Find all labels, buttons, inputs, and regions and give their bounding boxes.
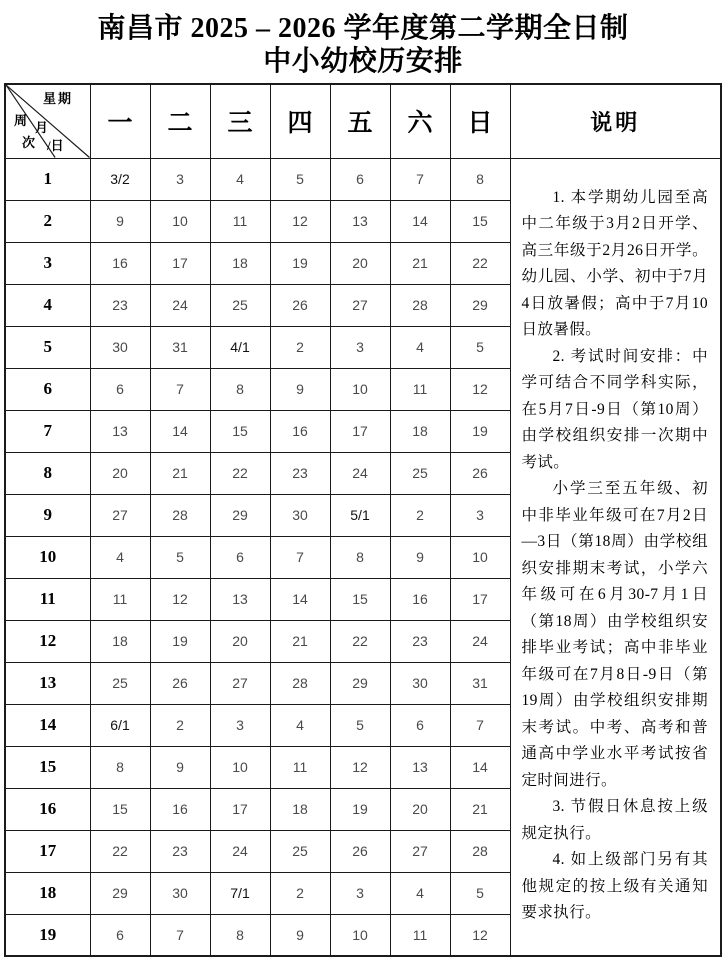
date-cell: 23 — [150, 830, 210, 872]
corner-header-cell — [5, 84, 90, 158]
date-cell: 8 — [450, 158, 510, 200]
date-cell: 28 — [150, 494, 210, 536]
date-cell: 14 — [450, 746, 510, 788]
week-number-cell: 6 — [5, 368, 90, 410]
corner-month-label: 月 — [35, 120, 49, 135]
date-cell: 20 — [210, 620, 270, 662]
weekday-header-tue: 二 — [150, 84, 210, 158]
date-cell: 6 — [390, 704, 450, 746]
date-cell: 3 — [150, 158, 210, 200]
week-number-cell: 2 — [5, 200, 90, 242]
date-cell: 10 — [330, 914, 390, 956]
table-row — [5, 158, 721, 200]
date-cell: 30 — [150, 872, 210, 914]
date-cell: 23 — [390, 620, 450, 662]
date-cell: 8 — [210, 368, 270, 410]
date-cell: 20 — [330, 242, 390, 284]
date-cell: 22 — [330, 620, 390, 662]
date-cell: 17 — [210, 788, 270, 830]
date-cell: 6 — [330, 158, 390, 200]
date-cell: 21 — [390, 242, 450, 284]
week-number-cell: 9 — [5, 494, 90, 536]
week-number-cell: 18 — [5, 872, 90, 914]
week-number-cell: 1 — [5, 158, 90, 200]
corner-week-label-top: 周 — [14, 113, 28, 128]
date-cell: 17 — [150, 242, 210, 284]
week-number-cell: 10 — [5, 536, 90, 578]
date-cell: 10 — [150, 200, 210, 242]
month-start-date-cell: 5/1 — [330, 494, 390, 536]
page-title-line1: 南昌市 2025 – 2026 学年度第二学期全日制 — [97, 13, 629, 44]
date-cell: 30 — [270, 494, 330, 536]
date-cell: 10 — [210, 746, 270, 788]
notes-header: 说明 — [510, 84, 721, 158]
week-number-cell: 13 — [5, 662, 90, 704]
date-cell: 5 — [150, 536, 210, 578]
date-cell: 7 — [270, 536, 330, 578]
week-number-cell: 16 — [5, 788, 90, 830]
date-cell: 24 — [210, 830, 270, 872]
date-cell: 13 — [330, 200, 390, 242]
date-cell: 3 — [210, 704, 270, 746]
date-cell: 4 — [90, 536, 150, 578]
calendar-table — [4, 83, 722, 957]
weekday-header-sat: 六 — [390, 84, 450, 158]
date-cell: 26 — [330, 830, 390, 872]
date-cell: 17 — [330, 410, 390, 452]
date-cell: 10 — [450, 536, 510, 578]
date-cell: 7 — [150, 914, 210, 956]
date-cell: 25 — [270, 830, 330, 872]
weekday-header-mon: 一 — [90, 84, 150, 158]
date-cell: 9 — [150, 746, 210, 788]
date-cell: 17 — [450, 578, 510, 620]
date-cell: 21 — [270, 620, 330, 662]
date-cell: 16 — [390, 578, 450, 620]
week-number-cell: 5 — [5, 326, 90, 368]
date-cell: 15 — [210, 410, 270, 452]
date-cell: 28 — [390, 284, 450, 326]
date-cell: 23 — [270, 452, 330, 494]
date-cell: 19 — [150, 620, 210, 662]
corner-day-label: /日 — [47, 138, 64, 153]
date-cell: 2 — [390, 494, 450, 536]
date-cell: 12 — [330, 746, 390, 788]
week-number-cell: 4 — [5, 284, 90, 326]
date-cell: 26 — [450, 452, 510, 494]
header-row — [5, 84, 721, 158]
date-cell: 16 — [90, 242, 150, 284]
date-cell: 24 — [150, 284, 210, 326]
date-cell: 19 — [330, 788, 390, 830]
date-cell: 7 — [450, 704, 510, 746]
date-cell: 31 — [450, 662, 510, 704]
notes-paragraph: 小学三至五年级、初中非毕业年级可在7月2日—3日（第18周）由学校组织安排期末考试，小学六年级可在6月30-7月1日（第18周）由学校组织安排毕业考试；高中非毕业年级可在7月8日-9日（第19周）由学校组织安排期末考试。中考、高考和普通高中学业水平考试按省定时间进行。 — [521, 480, 708, 789]
date-cell: 12 — [150, 578, 210, 620]
date-cell: 6 — [210, 536, 270, 578]
date-cell: 14 — [390, 200, 450, 242]
weekday-header-fri: 五 — [330, 84, 390, 158]
date-cell: 12 — [270, 200, 330, 242]
date-cell: 3 — [450, 494, 510, 536]
corner-weekday-label: 星期 — [43, 91, 74, 106]
notes-paragraph: 4. 如上级部门另有其他规定的按上级有关通知要求执行。 — [521, 851, 708, 921]
date-cell: 25 — [390, 452, 450, 494]
date-cell: 31 — [150, 326, 210, 368]
date-cell: 15 — [330, 578, 390, 620]
date-cell: 13 — [90, 410, 150, 452]
date-cell: 3 — [330, 872, 390, 914]
date-cell: 4 — [390, 872, 450, 914]
date-cell: 11 — [90, 578, 150, 620]
date-cell: 14 — [270, 578, 330, 620]
date-cell: 8 — [90, 746, 150, 788]
date-cell: 29 — [330, 662, 390, 704]
date-cell: 8 — [330, 536, 390, 578]
date-cell: 24 — [330, 452, 390, 494]
date-cell: 18 — [270, 788, 330, 830]
date-cell: 20 — [90, 452, 150, 494]
date-cell: 18 — [210, 242, 270, 284]
date-cell: 27 — [210, 662, 270, 704]
date-cell: 29 — [450, 284, 510, 326]
date-cell: 4 — [390, 326, 450, 368]
date-cell: 15 — [450, 200, 510, 242]
page-title — [0, 12, 726, 78]
date-cell: 15 — [90, 788, 150, 830]
date-cell: 18 — [90, 620, 150, 662]
date-cell: 29 — [90, 872, 150, 914]
week-number-cell: 3 — [5, 242, 90, 284]
date-cell: 11 — [270, 746, 330, 788]
page-title-line2: 中小幼校历安排 — [263, 46, 463, 77]
date-cell: 26 — [270, 284, 330, 326]
notes-paragraph: 2. 考试时间安排：中学可结合不同学科实际，在5月7日-9日（第10周）由学校组织安排一次期中考试。 — [521, 347, 708, 471]
date-cell: 2 — [270, 872, 330, 914]
date-cell: 22 — [450, 242, 510, 284]
date-cell: 11 — [390, 914, 450, 956]
week-number-cell: 7 — [5, 410, 90, 452]
month-start-date-cell: 7/1 — [210, 872, 270, 914]
date-cell: 23 — [90, 284, 150, 326]
date-cell: 14 — [150, 410, 210, 452]
date-cell: 27 — [90, 494, 150, 536]
date-cell: 7 — [150, 368, 210, 410]
date-cell: 24 — [450, 620, 510, 662]
date-cell: 19 — [450, 410, 510, 452]
notes-cell — [510, 158, 721, 956]
date-cell: 5 — [450, 872, 510, 914]
weekday-header-thu: 四 — [270, 84, 330, 158]
week-number-cell: 8 — [5, 452, 90, 494]
date-cell: 2 — [270, 326, 330, 368]
date-cell: 7 — [390, 158, 450, 200]
week-number-cell: 12 — [5, 620, 90, 662]
date-cell: 4 — [210, 158, 270, 200]
calendar-body — [5, 158, 721, 956]
date-cell: 25 — [210, 284, 270, 326]
date-cell: 11 — [210, 200, 270, 242]
week-number-cell: 19 — [5, 914, 90, 956]
date-cell: 21 — [150, 452, 210, 494]
date-cell: 5 — [450, 326, 510, 368]
date-cell: 9 — [90, 200, 150, 242]
date-cell: 12 — [450, 368, 510, 410]
week-number-cell: 15 — [5, 746, 90, 788]
month-start-date-cell: 3/2 — [90, 158, 150, 200]
date-cell: 16 — [270, 410, 330, 452]
date-cell: 13 — [390, 746, 450, 788]
date-cell: 5 — [330, 704, 390, 746]
date-cell: 9 — [270, 368, 330, 410]
week-number-cell: 14 — [5, 704, 90, 746]
date-cell: 26 — [150, 662, 210, 704]
date-cell: 30 — [390, 662, 450, 704]
date-cell: 13 — [210, 578, 270, 620]
date-cell: 28 — [450, 830, 510, 872]
date-cell: 3 — [330, 326, 390, 368]
date-cell: 19 — [270, 242, 330, 284]
date-cell: 29 — [210, 494, 270, 536]
date-cell: 21 — [450, 788, 510, 830]
date-cell: 16 — [150, 788, 210, 830]
date-cell: 2 — [150, 704, 210, 746]
weekday-header-wed: 三 — [210, 84, 270, 158]
month-start-date-cell: 6/1 — [90, 704, 150, 746]
date-cell: 25 — [90, 662, 150, 704]
date-cell: 8 — [210, 914, 270, 956]
date-cell: 12 — [450, 914, 510, 956]
weekday-header-sun: 日 — [450, 84, 510, 158]
date-cell: 27 — [390, 830, 450, 872]
date-cell: 18 — [390, 410, 450, 452]
date-cell: 20 — [390, 788, 450, 830]
date-cell: 10 — [330, 368, 390, 410]
date-cell: 4 — [270, 704, 330, 746]
week-number-cell: 17 — [5, 830, 90, 872]
date-cell: 6 — [90, 368, 150, 410]
corner-week-label-bottom: 次 — [22, 135, 36, 150]
notes-paragraph: 1. 本学期幼儿园至高中二年级于3月2日开学、高三年级于2月26日开学。幼儿园、小学、初中于7月4日放暑假；高中于7月10日放暑假。 — [521, 188, 708, 338]
date-cell: 28 — [270, 662, 330, 704]
date-cell: 6 — [90, 914, 150, 956]
date-cell: 9 — [270, 914, 330, 956]
date-cell: 22 — [210, 452, 270, 494]
date-cell: 27 — [330, 284, 390, 326]
week-number-cell: 11 — [5, 578, 90, 620]
date-cell: 22 — [90, 830, 150, 872]
notes-paragraph: 3. 节假日休息按上级规定执行。 — [521, 798, 708, 842]
date-cell: 5 — [270, 158, 330, 200]
date-cell: 11 — [390, 368, 450, 410]
date-cell: 9 — [390, 536, 450, 578]
date-cell: 30 — [90, 326, 150, 368]
month-start-date-cell: 4/1 — [210, 326, 270, 368]
